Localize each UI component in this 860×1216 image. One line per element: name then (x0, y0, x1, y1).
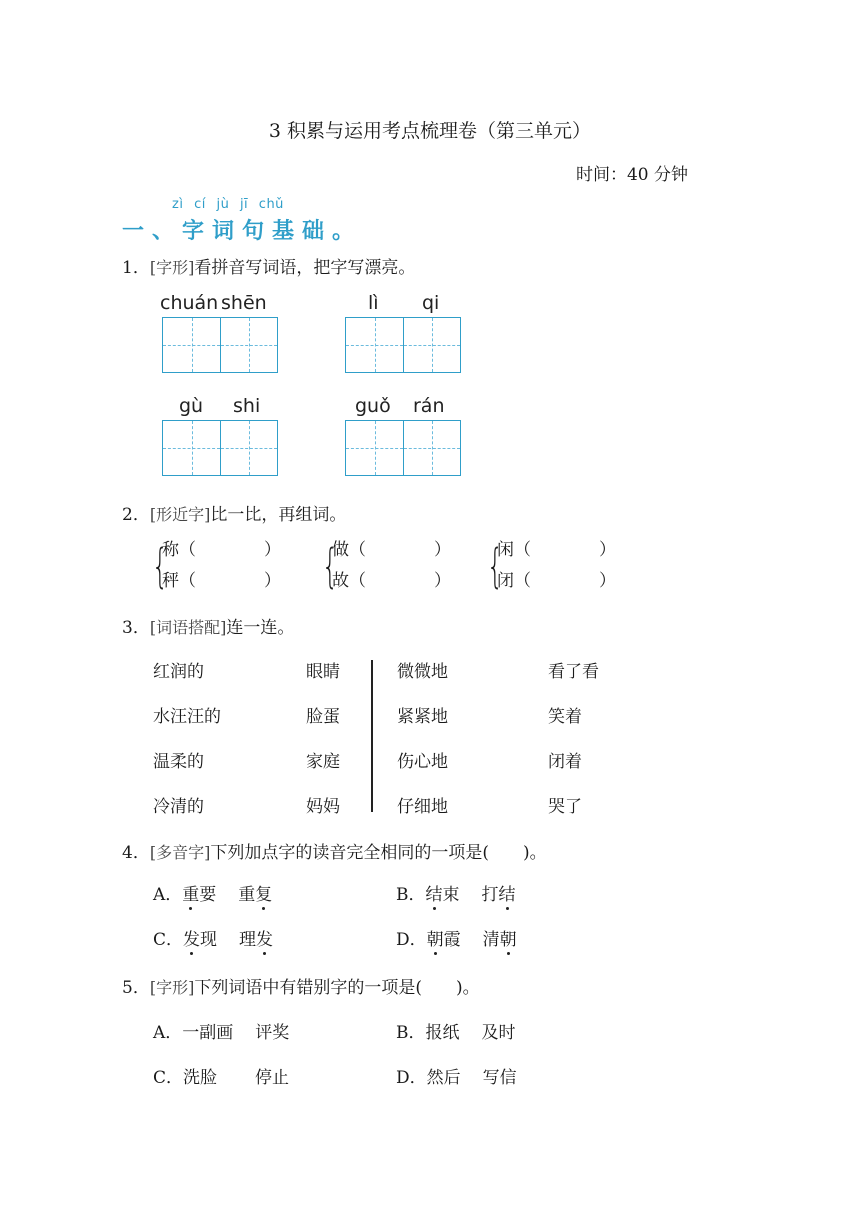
question-text: 看拼音写词语，把字写漂亮。 (194, 258, 416, 278)
question-number: 2． (122, 505, 150, 525)
match-word[interactable]: 温柔的 (153, 752, 204, 772)
pinyin-label: shēn (221, 292, 267, 314)
grid-cell[interactable] (220, 318, 277, 372)
option-word: 及时 (481, 1023, 516, 1043)
grid-cell[interactable] (346, 421, 403, 475)
compare-group (152, 535, 281, 597)
option-label: A． (153, 1023, 183, 1043)
option-label: A． (153, 885, 183, 905)
grid-cell[interactable] (163, 421, 220, 475)
option-label: D． (396, 930, 427, 950)
compare-item[interactable]: 秤（ ） (162, 571, 281, 591)
match-word[interactable]: 微微地 (397, 662, 448, 682)
option-a[interactable] (153, 880, 272, 905)
writing-grid[interactable] (162, 420, 278, 476)
match-word[interactable]: 家庭 (306, 752, 340, 772)
question-text: 下列加点字的读音完全相同的一项是( )。 (210, 843, 547, 863)
writing-grid[interactable] (162, 317, 278, 373)
match-word[interactable]: 看了看 (548, 662, 599, 682)
option-word: 然后 (426, 1068, 461, 1088)
pinyin-label: shi (233, 395, 261, 417)
brace-icon: { (322, 539, 339, 593)
question-2 (122, 500, 346, 525)
option-a[interactable] (153, 1018, 289, 1043)
match-word[interactable]: 红润的 (153, 662, 204, 682)
grid-cell[interactable] (163, 318, 220, 372)
option-label: C． (153, 1068, 184, 1088)
section-title: 一、字词句基础。 (122, 219, 363, 244)
option-label: D． (396, 1068, 427, 1088)
question-text: 连一连。 (226, 618, 295, 638)
option-word: 打结 (482, 885, 516, 905)
option-label: C． (153, 930, 184, 950)
question-1 (122, 253, 415, 278)
pinyin-label: qi (422, 292, 440, 314)
question-text: 比一比，再组词。 (210, 505, 347, 525)
compare-item[interactable]: 闲（ ） (497, 540, 616, 560)
option-c[interactable] (153, 1063, 289, 1088)
pinyin-label: lì (368, 292, 379, 314)
option-c[interactable] (153, 925, 273, 950)
question-number: 1． (122, 258, 150, 278)
writing-grid[interactable] (345, 317, 461, 373)
match-word[interactable]: 脸蛋 (306, 707, 340, 727)
question-text: 下列词语中有错别字的一项是( )。 (194, 978, 480, 998)
pinyin-label: gù (179, 395, 204, 417)
question-tag: [形近字] (149, 505, 211, 524)
question-tag: [字形] (149, 978, 195, 997)
match-word[interactable]: 冷清的 (153, 797, 204, 817)
divider-line (371, 660, 373, 812)
option-word: 重要 (182, 885, 216, 905)
match-word[interactable]: 闭着 (548, 752, 582, 772)
option-b[interactable] (396, 880, 516, 905)
match-word[interactable]: 仔细地 (397, 797, 448, 817)
option-word: 洗脸 (183, 1068, 218, 1088)
option-word: 停止 (255, 1068, 290, 1088)
pinyin-label: rán (413, 395, 445, 417)
question-tag: [多音字] (149, 843, 211, 862)
match-word[interactable]: 眼睛 (306, 662, 340, 682)
match-word[interactable]: 哭了 (548, 797, 582, 817)
compare-item[interactable]: 闭（ ） (497, 571, 616, 591)
option-word: 重复 (238, 885, 272, 905)
option-word: 结束 (426, 885, 460, 905)
option-word: 朝霞 (427, 930, 461, 950)
pinyin-label: chuán (160, 292, 219, 314)
match-word[interactable]: 紧紧地 (397, 707, 448, 727)
section-pinyin: zì cí jù jī chǔ (172, 197, 284, 212)
brace-icon: { (487, 539, 504, 593)
option-word: 评奖 (255, 1023, 290, 1043)
writing-grid[interactable] (345, 420, 461, 476)
option-label: B． (396, 1023, 426, 1043)
option-word: 清朝 (483, 930, 517, 950)
option-label: B． (396, 885, 426, 905)
option-d[interactable] (396, 1063, 517, 1088)
match-word[interactable]: 伤心地 (397, 752, 448, 772)
compare-item[interactable]: 故（ ） (332, 571, 451, 591)
page-title: 3 积累与运用考点梳理卷（第三单元） (268, 120, 592, 142)
match-word[interactable]: 妈妈 (306, 797, 340, 817)
option-d[interactable] (396, 925, 517, 950)
option-word: 一副画 (182, 1023, 234, 1043)
match-word[interactable]: 水汪汪的 (153, 707, 221, 727)
time-limit: 时间：40 分钟 (575, 165, 688, 185)
grid-cell[interactable] (346, 318, 403, 372)
option-word: 报纸 (425, 1023, 460, 1043)
question-4 (122, 838, 547, 863)
pinyin-label: guǒ (355, 395, 391, 417)
question-3 (122, 613, 294, 638)
grid-cell[interactable] (403, 318, 460, 372)
grid-cell[interactable] (403, 421, 460, 475)
question-number: 5． (122, 978, 150, 998)
question-tag: [字形] (149, 258, 195, 277)
option-word: 发现 (183, 930, 217, 950)
grid-cell[interactable] (220, 421, 277, 475)
compare-group (487, 535, 616, 597)
option-word: 写信 (482, 1068, 517, 1088)
compare-group (322, 535, 451, 597)
brace-icon: { (152, 539, 169, 593)
question-number: 4． (122, 843, 150, 863)
match-word[interactable]: 笑着 (548, 707, 582, 727)
compare-item[interactable]: 称（ ） (162, 540, 281, 560)
question-5 (122, 973, 480, 998)
compare-item[interactable]: 做（ ） (332, 540, 451, 560)
question-tag: [词语搭配] (149, 618, 227, 637)
option-b[interactable] (396, 1018, 516, 1043)
option-word: 理发 (239, 930, 273, 950)
question-number: 3． (122, 618, 150, 638)
